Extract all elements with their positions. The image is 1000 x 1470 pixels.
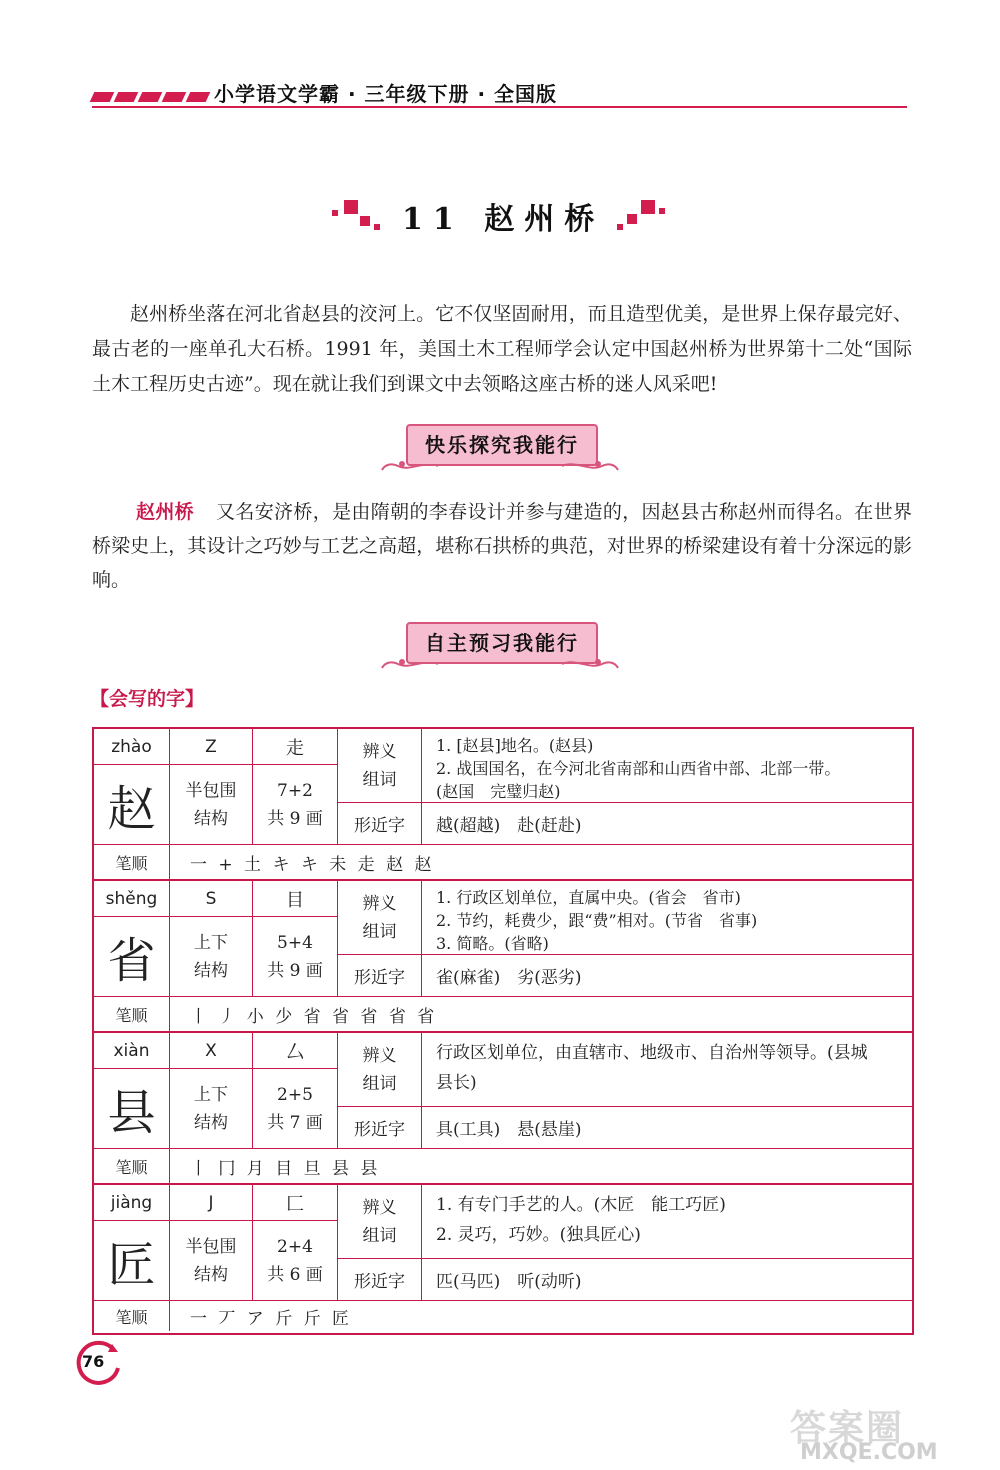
radical: 厶 — [253, 1033, 338, 1069]
page-number-badge — [70, 1338, 124, 1392]
stroke-order: 丨 冂 月 目 旦 县 县 — [190, 1158, 381, 1179]
stroke-count: 2+4 共 6 画 — [253, 1221, 338, 1301]
structure: 半包围 结构 — [170, 1221, 253, 1301]
stroke-order: 丨 丿 小 少 省 省 省 省 省 — [190, 1006, 438, 1027]
stroke-order-label: 笔顺 — [94, 1149, 170, 1183]
similar-label: 形近字 — [338, 955, 422, 997]
similar-characters: 雀(麻雀) 劣(恶劣) — [422, 955, 912, 997]
section-title: 自主预习我能行 — [406, 622, 598, 664]
character: 赵 — [94, 765, 170, 845]
meanings: 1. [赵县]地名。(赵县) 2. 战国国名，在今河北省南部和山西省中部、北部一带。 (赵国 完璧归赵) — [422, 729, 912, 803]
swirl-ornament-icon — [560, 656, 620, 672]
meaning-label: 辨义 组词 — [338, 881, 422, 955]
lesson-title-block — [330, 188, 670, 244]
radical: 走 — [253, 729, 338, 765]
stroke-order: 一 + 土 キ キ 未 走 赵 赵 — [190, 854, 435, 875]
similar-label: 形近字 — [338, 1259, 422, 1301]
intro-paragraph: 赵州桥坐落在河北省赵县的洨河上。它不仅坚固耐用，而且造型优美，是世界上保存最完好、最古老的一座单孔大石桥。1991 年，美国土木工程师学会认定中国赵州桥为世界第十二处“国际土木工程历史古迹”。现在就让我们到课文中去领略这座古桥的迷人风采吧! — [92, 303, 912, 395]
character: 省 — [94, 917, 170, 997]
structure: 上下 结构 — [170, 917, 253, 997]
stroke-count: 2+5 共 7 画 — [253, 1069, 338, 1149]
similar-label: 形近字 — [338, 1107, 422, 1149]
meaning-label: 辨义 组词 — [338, 729, 422, 803]
meanings: 1. 有专门手艺的人。(木匠 能工巧匠) 2. 灵巧，巧妙。(独具匠心) — [422, 1185, 912, 1259]
pinyin: jiàng — [94, 1185, 170, 1221]
initial-letter: Z — [170, 729, 253, 765]
character-block — [94, 729, 912, 881]
book-title: 小学语文学霸 · 三年级下册 · 全国版 — [214, 82, 558, 106]
watermark-url: MXQE.COM — [800, 1440, 938, 1465]
swirl-ornament-icon — [560, 458, 620, 474]
radical: 目 — [253, 881, 338, 917]
diamond-ornament-icon — [330, 196, 390, 236]
header-decoration — [92, 92, 208, 102]
diamond-ornament-icon — [615, 196, 675, 236]
similar-characters: 匹(马匹) 听(动听) — [422, 1259, 912, 1301]
page-number: 76 — [82, 1352, 105, 1371]
bridge-note-text: 又名安济桥，是由隋朝的李春设计并参与建造的，因赵县古称赵州而得名。在世界桥梁史上，其设计之巧妙与工艺之高超，堪称石拱桥的典范，对世界的桥梁建设有着十分深远的影响。 — [92, 501, 912, 591]
stroke-order: 一 丆 ア 斤 斤 匠 — [190, 1308, 353, 1329]
character-block — [94, 881, 912, 1033]
stroke-order-label: 笔顺 — [94, 1301, 170, 1331]
watermark-logo: 答案圈 — [790, 1408, 905, 1449]
stroke-order-label: 笔顺 — [94, 845, 170, 879]
character-block — [94, 1033, 912, 1185]
initial-letter: X — [170, 1033, 253, 1069]
write-characters-header: 【会写的字】 — [90, 688, 205, 710]
initial-letter: S — [170, 881, 253, 917]
bridge-term: 赵州桥 — [136, 501, 195, 523]
character-table — [92, 727, 914, 1335]
pinyin: zhào — [94, 729, 170, 765]
structure: 上下 结构 — [170, 1069, 253, 1149]
character: 县 — [94, 1069, 170, 1149]
similar-label: 形近字 — [338, 803, 422, 845]
character: 匠 — [94, 1221, 170, 1301]
meanings: 行政区划单位，由直辖市、地级市、自治州等领导。(县城 县长) — [422, 1033, 912, 1107]
stroke-order-label: 笔顺 — [94, 997, 170, 1031]
section-banner-preview — [380, 622, 620, 670]
pinyin: xiàn — [94, 1033, 170, 1069]
pinyin: shěng — [94, 881, 170, 917]
similar-characters: 具(工具) 悬(悬崖) — [422, 1107, 912, 1149]
radical: 匚 — [253, 1185, 338, 1221]
section-banner-explore — [380, 424, 620, 472]
section-title: 快乐探究我能行 — [406, 424, 598, 466]
stroke-count: 7+2 共 9 画 — [253, 765, 338, 845]
bridge-note — [92, 495, 912, 597]
stroke-count: 5+4 共 9 画 — [253, 917, 338, 997]
header-divider — [92, 106, 907, 108]
similar-characters: 越(超越) 赴(赶赴) — [422, 803, 912, 845]
meaning-label: 辨义 组词 — [338, 1033, 422, 1107]
meaning-label: 辨义 组词 — [338, 1185, 422, 1259]
structure: 半包围 结构 — [170, 765, 253, 845]
character-block — [94, 1185, 912, 1333]
lesson-title: 11 赵州桥 — [402, 202, 605, 237]
meanings: 1. 行政区划单位，直属中央。(省会 省市) 2. 节约，耗费少，跟“费”相对。(节省 省事) 3. 简略。(省略) — [422, 881, 912, 955]
initial-letter: J — [170, 1185, 253, 1221]
